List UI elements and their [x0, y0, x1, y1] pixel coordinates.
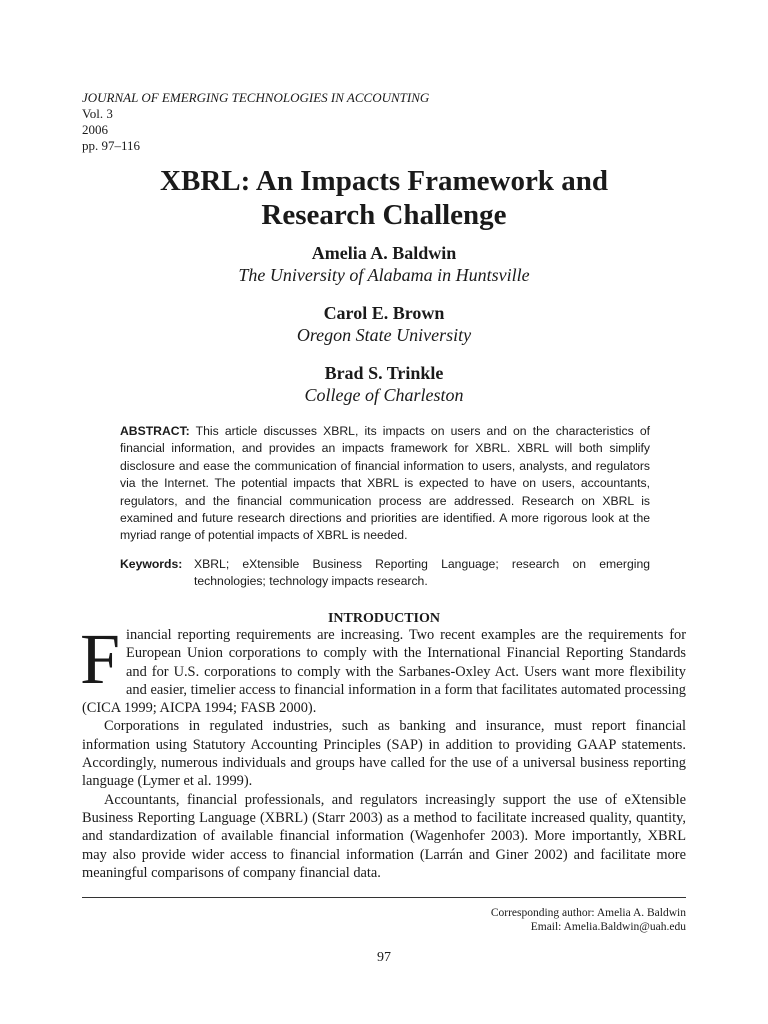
- author-block: [0, 302, 768, 346]
- keywords-label: Keywords:: [120, 557, 183, 571]
- paragraph: [80, 619, 686, 717]
- journal-name: JOURNAL OF EMERGING TECHNOLOGIES IN ACCOUNTING: [82, 90, 430, 105]
- footnote-divider: [82, 897, 686, 898]
- introduction-body: [80, 619, 686, 882]
- journal-volume: Vol. 3: [82, 106, 113, 121]
- paragraph-text: inancial reporting requirements are increasing. Two recent examples are the requirements for European Union corporations to comply with the International Financial Reporting Standards and for U.S. corporations to comply with the Sarbanes-Oxley Act. Users want more flexibility and easier, timelier access to financial information in a form that facilitates automated processing (CICA 1999; AICPA 1994; FASB 2000).: [82, 627, 686, 717]
- author-name: Amelia A. Baldwin: [311, 243, 457, 263]
- journal-pages: pp. 97–116: [82, 138, 141, 153]
- section-heading-introduction: INTRODUCTION: [327, 611, 440, 626]
- footnote: [491, 906, 686, 934]
- author-affiliation: Oregon State University: [296, 325, 472, 345]
- paragraph: Corporations in regulated industries, such as banking and insurance, must report financial information using Statutory Accounting Principles (SAP) in addition to providing GAAP statements. Accordingly, numerous individuals and groups have called for the use of a universal business reporting language (Lymer et al. 1999).: [82, 718, 686, 790]
- author-name: Brad S. Trinkle: [324, 363, 444, 383]
- author-email: Email: Amelia.Baldwin@uah.edu: [530, 921, 686, 933]
- abstract: [120, 423, 650, 545]
- abstract-text: This article discusses XBRL, its impacts on users and on the characteristics of financial information, and provides an impacts framework for XBRL. XBRL will both simplify disclosure and ease the communication of financial information to users, analysts, and regulators via the Internet. The potential impacts that XBRL is expected to have on users, accountants, regulators, and the financial communication process are addressed. Research on XBRL is examined and future research directions and priorities are identified. A more rigorous look at the myriad range of potential impacts of XBRL is needed.: [120, 424, 650, 543]
- paragraph: Accountants, financial professionals, and regulators increasingly support the use of eXtensible Business Reporting Language (XBRL) (Starr 2003) as a method to facilitate increased quality, quantity, and standardization of available financial information (Wagenhofer 2003). More importantly, XBRL may also provide wider access to financial information (Larrán and Giner 2002) and facilitate more meaningful comparisons of company financial data.: [82, 791, 686, 881]
- journal-year: 2006: [82, 122, 108, 137]
- drop-cap: F: [80, 619, 121, 699]
- author-affiliation: The University of Alabama in Huntsville: [238, 265, 530, 285]
- author-block: [0, 242, 768, 286]
- corresponding-author: Corresponding author: Amelia A. Baldwin: [490, 907, 686, 919]
- paper-title: [0, 164, 768, 232]
- page-number: 97: [377, 950, 391, 965]
- keywords: [120, 556, 650, 591]
- title-line-2: Research Challenge: [261, 199, 507, 231]
- author-affiliation: College of Charleston: [304, 385, 464, 405]
- title-line-1: XBRL: An Impacts Framework and: [160, 165, 608, 197]
- author-block: [0, 362, 768, 406]
- abstract-label: ABSTRACT:: [120, 424, 190, 438]
- keywords-text: XBRL; eXtensible Business Reporting Language; research on emerging technologies; technology impacts research.: [194, 557, 650, 589]
- journal-info: [82, 90, 429, 154]
- author-name: Carol E. Brown: [323, 303, 445, 323]
